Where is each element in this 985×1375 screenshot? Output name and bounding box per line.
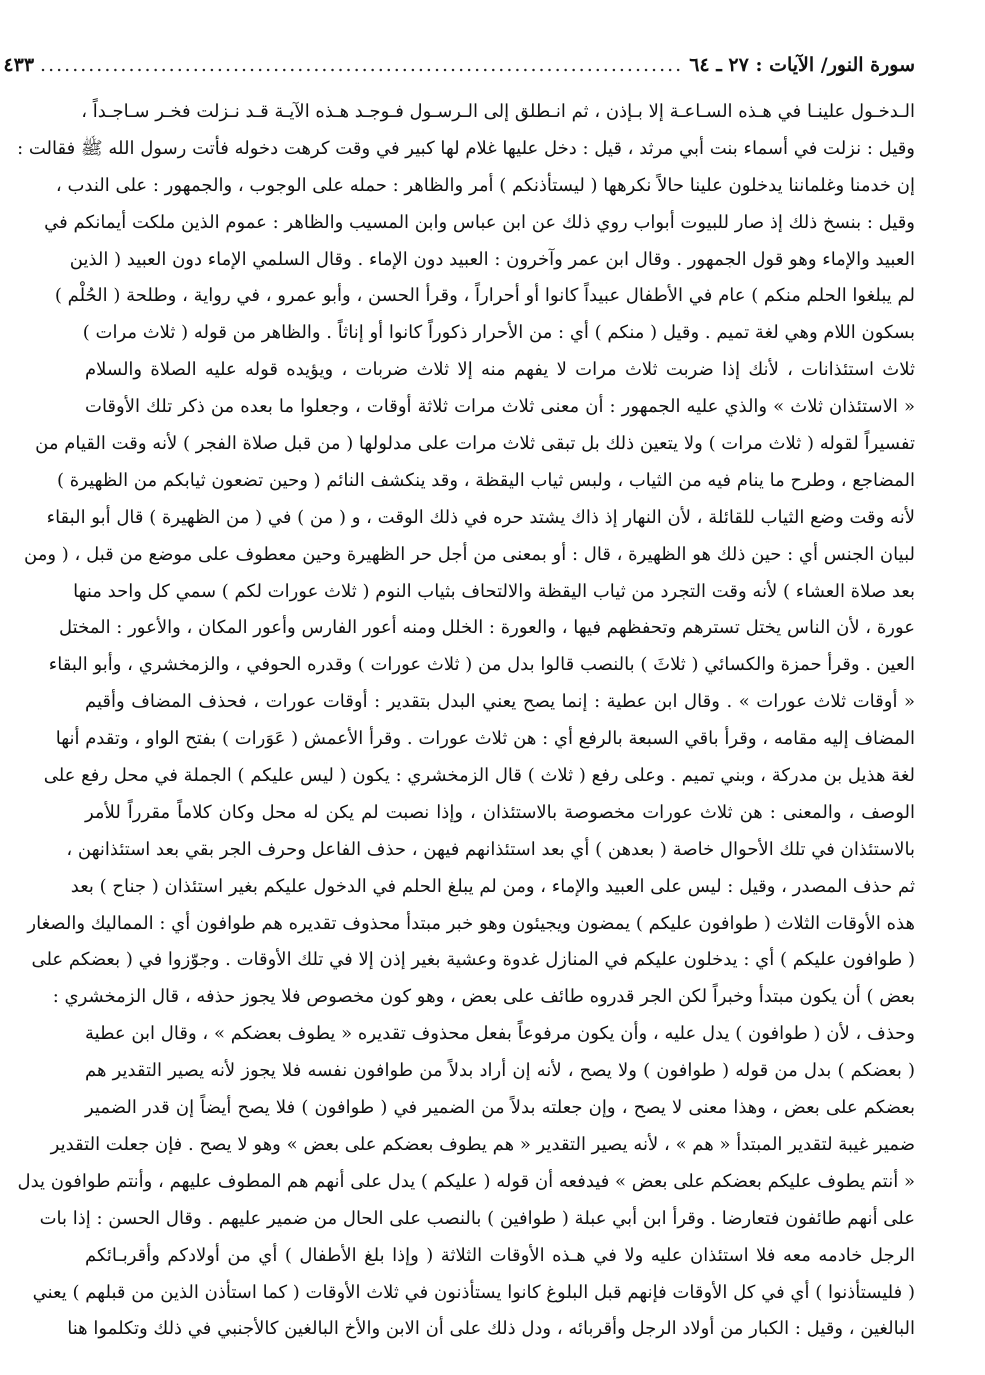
page-number: ٤٣٣ — [3, 54, 35, 76]
text-line: على أنهم طائفون فتعارضا . وقرأ ابن أبي عبلة ( طوافين ) بالنصب على الحال من ضمير عليهم . وقال الحسن : إذا بات — [39, 1207, 915, 1229]
text-line: هذه الأوقات الثلاث ( طوافون عليكم ) يمضون ويجيئون وهو خبر مبتدأ محذوف تقديره هم طوافون أي : المماليك والصغار — [27, 912, 915, 934]
text-line: تفسيراً لقوله ( ثلاث مرات ) ولا يتعين ذلك بل تبقى ثلاث مرات على مدلولها ( من قبل صلاة الفجر ) لأنه وقت القيام من — [35, 433, 915, 455]
text-line: « أوقات ثلاث عورات » . وقال ابن عطية : إنما يصح يعني البدل بتقدير : أوقات عورات ، فحذف المضاف وأقيم — [85, 691, 915, 713]
text-line: « الاستئذان ثلاث » والذي عليه الجمهور : أن معنى ثلاث مرات ثلاثة أوقات ، وجعلوا ما بعده من ذكر تلك الأوقات — [85, 396, 915, 418]
leader-dots: ................................................................................ — [40, 54, 684, 76]
text-line: وقيل : نزلت في أسماء بنت أبي مرثد ، قيل : دخل عليها غلام لها كبير في وقت كرهت دخوله فأتت رسول الله ﷺ فقالت : — [17, 137, 915, 159]
text-line: لأنه وقت وضع الثياب للقائلة ، لأن النهار إذ ذاك يشتد حره في ذلك الوقت ، و ( من ) في ( من الظهيرة ) قال أبو البقاء — [46, 506, 915, 528]
text-line: وقيل : بنسخ ذلك إذ صار للبيوت أبواب روي ذلك عن ابن عباس وابن المسيب والظاهر : عموم الذين ملكت أيمانكم في — [44, 211, 915, 233]
text-line: إن خدمنا وغلماننا يدخلون علينا حالاً نكرهها ( ليستأذنكم ) أمر والظاهر : حمله على الوجوب ، والجمهور : على الندب ، — [55, 174, 915, 196]
text-line: ثلاث استئذانات ، لأنك إذا ضربت ثلاث مرات لا يفهم منه إلا ثلاث ضربات ، ويؤيده قوله عليه الصلاة والسلام — [85, 359, 915, 381]
text-line: لبيان الجنس أي : حين ذلك هو الظهيرة ، قال : أو بمعنى من أجل حر الظهيرة وحين معطوف على موضع من قبل ، ( ومن — [24, 543, 915, 565]
page-header — [3, 54, 915, 86]
text-line: بعضكم على بعض ، وهذا معنى لا يصح ، وإن جعلته بدلاً من الضمير في ( طوافون ) فلا يصح أيضاً إن قدر الضمير — [85, 1097, 915, 1119]
text-line: العين . وقرأ حمزة والكسائي ( ثلاثَ ) بالنصب قالوا بدل من ( ثلاث عورات ) وقدره الحوفي ، والزمخشري ، وأبو البقاء — [48, 654, 915, 676]
text-line: « أنتم يطوف عليكم بعضكم على بعض » فيدفعه أن قوله ( عليكم ) يدل على أنهم هم المطوف عليهم ، وأنتم طوافون يدل — [17, 1170, 915, 1192]
text-line: عورة ، لأن الناس يختل تسترهم وتحفظهم فيها ، والعورة : الخلل ومنه أعور الفارس وأعور المكان ، والأعور : المختل — [59, 617, 915, 639]
text-line: ( فليستأذنوا ) أي في كل الأوقات فإنهم قبل البلوغ كانوا يستأذنون في ثلاث الأوقات ( كما استأذن الذين من قبلهم ) يعني — [32, 1281, 915, 1303]
running-title: سورة النور/ الآيات : ٢٧ ـ ٦٤ — [689, 54, 915, 76]
text-line: المضاجع ، وطرح ما ينام فيه من الثياب ، ولبس ثياب اليقظة ، وقد ينكشف النائم ( وحين تضعون ثيابكم من الظهيرة ) — [56, 469, 915, 491]
text-line: لغة هذيل بن مدركة ، وبني تميم . وعلى رفع ( ثلاث ) قال الزمخشري : يكون ( ليس عليكم ) الجملة في محل رفع على — [43, 765, 915, 787]
text-line: ( بعضكم ) بدل من قوله ( طوافون ) ولا يصح ، لأنه إن أراد بدلاً من طوافون نفسه فلا يجوز لأنه يصير التقدير هم — [85, 1060, 915, 1082]
text-line: بعض ) أن يكون مبتدأ وخبراً لكن الجر قدروه طائف على بعض ، وهو كون مخصوص فلا يجوز حذفه ، قال الزمخشري : — [52, 986, 915, 1008]
text-line: لم يبلغوا الحلم منكم ) عام في الأطفال عبيداً كانوا أو أحراراً ، وقرأ الحسن ، وأبو عمرو ، في رواية ، وطلحة ( الحُلْم ) — [54, 285, 915, 307]
text-line: بالاستئذان في تلك الأحوال خاصة ( بعدهن ) أي بعد استئذانهم فيهن ، حذف الفاعل وحرف الجر بقي بعد استئذانهن ، — [66, 838, 915, 860]
text-line: العبيد والإماء وهو قول الجمهور . وقال ابن عمر وآخرون : العبيد دون الإماء . وقال السلمي الإماء دون العبيد ( الذين — [69, 248, 915, 270]
text-line: الرجل خادمه معه فلا استئذان عليه ولا في هـذه الأوقات الثلاثة ( وإذا بلغ الأطفال ) أي من أولادكم وأقربـائكم — [85, 1244, 915, 1266]
body-text — [17, 94, 915, 1348]
text-line: ضمير غيبة لتقدير المبتدأ « هم » ، لأنه يصير التقدير « هم يطوف بعضكم على بعض » وهو لا يصح . فإن جعلت التقدير — [50, 1133, 915, 1155]
page — [3, 54, 915, 1348]
text-line: البالغين ، وقيل : الكبار من أولاد الرجل وأقربائه ، ودل ذلك على أن الابن والأخ البالغين كالأجنبي في ذلك وتكلموا هنا — [67, 1318, 915, 1340]
text-line: المضاف إليه مقامه ، وقرأ باقي السبعة بالرفع أي : هن ثلاث عورات . وقرأ الأعمش ( عَوَرات ) بفتح الواو ، وتقدم أنها — [55, 728, 915, 750]
text-line: الـدخـول علينـا في هـذه السـاعـة إلا بـإذن ، ثم انـطلق إلى الـرسـول فـوجـد هـذه الآيـة قـد نـزلت فخـر سـاجـداً ، — [81, 101, 915, 122]
text-line: الوصف ، والمعنى : هن ثلاث عورات مخصوصة بالاستئذان ، وإذا نصبت لم يكن له محل وكان كلاماً مقرراً للأمر — [85, 801, 915, 823]
text-line: وحذف ، لأن ( طوافون ) يدل عليه ، وأن يكون مرفوعاً بفعل محذوف تقديره « يطوف بعضكم » ، وقال ابن عطية — [85, 1023, 915, 1045]
text-line: بعد صلاة العشاء ) لأنه وقت التجرد من ثياب اليقظة والالتحاف بثياب النوم ( ثلاث عورات لكم ) سمي كل واحد منها — [73, 580, 915, 602]
text-line: ثم حذف المصدر ، وقيل : ليس على العبيد والإماء ، ومن لم يبلغ الحلم في الدخول عليكم بغير استئذان ( جناح ) بعد — [70, 875, 915, 897]
text-line: ( طوافون عليكم ) أي : يدخلون عليكم في المنازل غدوة وعشية بغير إذن إلا في تلك الأوقات . وجوّزوا في ( بعضكم على — [31, 949, 915, 971]
text-line: بسكون اللام وهي لغة تميم . وقيل ( منكم ) أي : من الأحرار ذكوراً كانوا أو إناثاً . والظاهر من قوله ( ثلاث مرات ) — [82, 322, 915, 344]
